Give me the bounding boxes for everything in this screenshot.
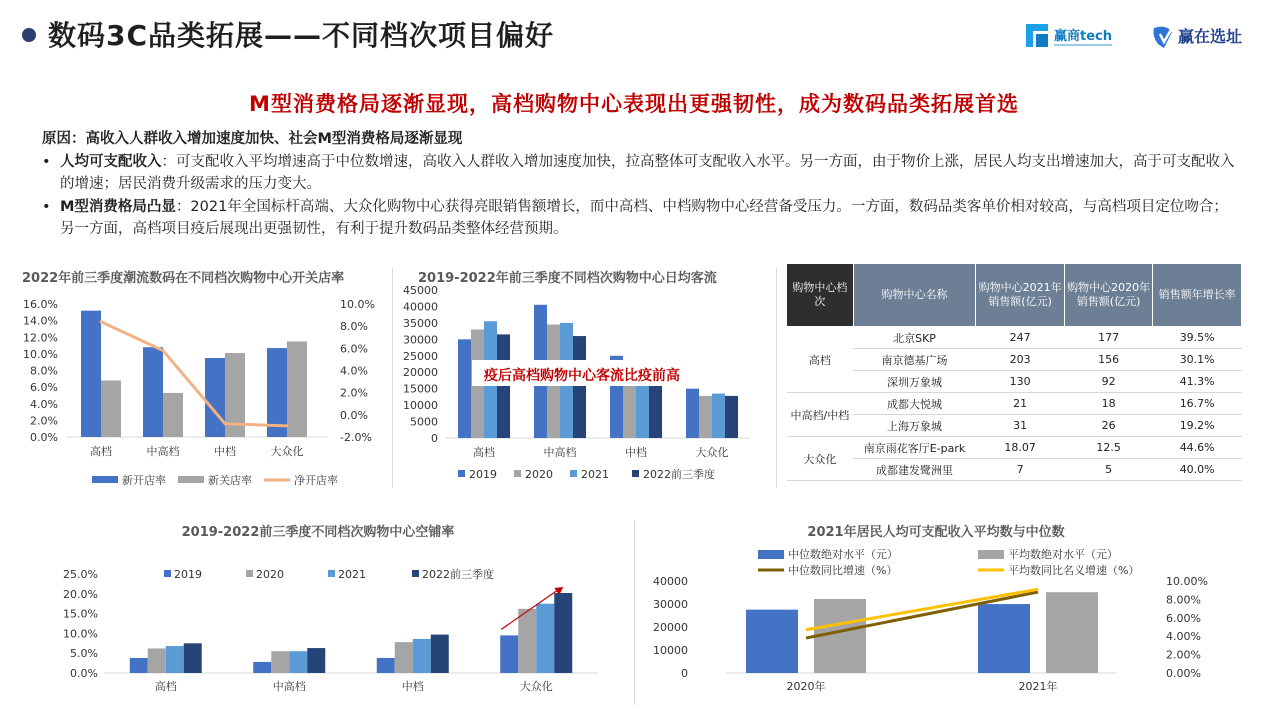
table-cell: 40.0% xyxy=(1153,459,1242,481)
chart-disposable-income xyxy=(646,518,1246,710)
chart2-bar xyxy=(623,379,636,438)
chart4-legend-label: 中位数绝对水平（元） xyxy=(788,548,898,561)
chart3-x-tick: 中高档 xyxy=(272,680,306,693)
chart1-y-tick: 8.0% xyxy=(30,364,58,378)
chart1-legend-label: 新开店率 xyxy=(122,474,166,487)
chart3-legend-swatch xyxy=(328,570,335,577)
chart1-x-tick: 中高档 xyxy=(146,445,180,458)
chart3-y-tick: 0.0% xyxy=(70,667,98,680)
table-header-2020: 购物中心2020年销售额(亿元) xyxy=(1064,264,1152,327)
chart4-y-tick: 40000 xyxy=(653,575,688,588)
chart3-x-tick: 高档 xyxy=(154,680,177,693)
chart3-bar xyxy=(271,651,289,673)
chart4-y2-tick: 8.00% xyxy=(1166,593,1201,607)
chart2-bar xyxy=(725,396,738,438)
table-cell: 12.5 xyxy=(1064,437,1152,459)
bullet-income xyxy=(42,151,1242,196)
chart1-title: 2022年前三季度潮流数码在不同档次购物中心开关店率 xyxy=(22,271,345,286)
chart3-legend-label: 2022前三季度 xyxy=(422,568,494,581)
chart2-legend-swatch xyxy=(632,470,639,477)
chart3-bar xyxy=(307,648,325,673)
chart2-legend-label: 2022前三季度 xyxy=(643,468,715,481)
chart3-bar xyxy=(377,658,395,673)
chart1-line-point xyxy=(162,349,165,352)
chart3-x-tick: 中档 xyxy=(401,680,424,693)
chart3-bar xyxy=(253,662,271,673)
chart4-y-tick: 30000 xyxy=(653,598,688,611)
chart2-x-tick: 中高档 xyxy=(543,446,577,459)
bullet-dot-icon: • xyxy=(42,153,51,170)
panel-divider xyxy=(634,520,635,705)
reason-block xyxy=(42,128,1242,241)
table-row xyxy=(787,349,1242,371)
bullet-m-shape-label: M型消费格局凸显 xyxy=(60,198,176,215)
chart1-x-tick: 大众化 xyxy=(270,445,304,458)
chart2-legend-swatch xyxy=(458,470,465,477)
table-cell-tier: 高档 xyxy=(787,327,854,393)
table-cell: 5 xyxy=(1064,459,1152,481)
chart1-legend-label: 净开店率 xyxy=(294,474,338,487)
chart4-bar xyxy=(978,604,1030,673)
table-header-tier: 购物中心档次 xyxy=(787,264,854,327)
brand2-text: 赢在选址 xyxy=(1178,27,1243,46)
chart3-bar xyxy=(431,635,449,673)
chart2-title: 2019-2022年前三季度不同档次购物中心日均客流 xyxy=(418,271,717,286)
chart4-legend-swatch xyxy=(978,550,1004,559)
table-cell: 16.7% xyxy=(1153,393,1242,415)
chart2-bar xyxy=(573,336,586,438)
table-cell: 30.1% xyxy=(1153,349,1242,371)
chart-vacancy-rate xyxy=(18,518,618,710)
chart2-y-tick: 5000 xyxy=(410,415,438,429)
chart1-y2-tick: 0.0% xyxy=(340,408,368,422)
chart3-legend-swatch xyxy=(246,570,253,577)
chart-daily-traffic xyxy=(400,262,770,494)
chart1-y2-tick: 6.0% xyxy=(340,342,368,356)
chart1-bar xyxy=(143,347,163,437)
brand-logo-yingshang xyxy=(1024,20,1144,52)
chart1-y-tick: 10.0% xyxy=(23,347,58,361)
chart1-bar xyxy=(205,358,225,437)
table-row xyxy=(787,393,1242,415)
chart2-annotation: 疫后高档购物中心客流比疫前高 xyxy=(484,368,680,384)
chart3-bar xyxy=(289,651,307,673)
chart4-legend-label: 平均数绝对水平（元） xyxy=(1008,548,1118,561)
mall-sales-table-panel xyxy=(786,263,1242,481)
table-row xyxy=(787,437,1242,459)
chart1-y-tick: 6.0% xyxy=(30,381,58,395)
chart4-y2-tick: 4.00% xyxy=(1166,630,1201,644)
table-cell: 成都大悦城 xyxy=(853,393,976,415)
bullet-dot-icon: • xyxy=(42,198,51,215)
chart1-y-tick: 12.0% xyxy=(23,331,58,345)
chart1-y2-tick: 4.0% xyxy=(340,364,368,378)
chart3-bar xyxy=(518,609,536,673)
table-cell: 177 xyxy=(1064,327,1152,349)
chart2-bar xyxy=(686,389,699,438)
table-cell: 92 xyxy=(1064,371,1152,393)
chart3-bar xyxy=(413,639,431,673)
table-cell: 深圳万象城 xyxy=(853,371,976,393)
chart4-legend-swatch xyxy=(758,550,784,559)
table-cell: 44.6% xyxy=(1153,437,1242,459)
chart1-y-tick: 0.0% xyxy=(30,431,58,444)
table-cell-tier: 中高档/中档 xyxy=(787,393,854,437)
table-cell: 19.2% xyxy=(1153,415,1242,437)
page-title: 数码3C品类拓展——不同档次项目偏好 xyxy=(48,19,555,52)
chart1-bar xyxy=(267,348,287,437)
chart4-y-tick: 10000 xyxy=(653,644,688,657)
table-row xyxy=(787,327,1242,349)
chart2-y-tick: 20000 xyxy=(403,366,438,380)
reason-title: 原因：高收入人群收入增加速度加快、社会M型消费格局逐渐显现 xyxy=(42,131,463,147)
chart2-legend-swatch xyxy=(570,470,577,477)
bullet-m-shape xyxy=(42,196,1242,241)
chart3-title: 2019-2022前三季度不同档次购物中心空铺率 xyxy=(181,525,455,540)
table-cell: 南京德基广场 xyxy=(853,349,976,371)
chart4-legend-label: 中位数同比增速（%） xyxy=(788,564,898,577)
chart-store-open-close-rate xyxy=(18,262,390,494)
chart1-line-point xyxy=(224,422,227,425)
chart2-bar xyxy=(699,396,712,438)
chart2-bar xyxy=(712,394,725,438)
chart1-y2-tick: 10.0% xyxy=(340,298,375,311)
brand-logo-yingzaixuanzhi xyxy=(1150,20,1250,52)
chart2-y-tick: 15000 xyxy=(403,382,438,396)
chart4-bar xyxy=(1046,592,1098,673)
chart2-bar xyxy=(458,339,471,438)
chart2-legend-label: 2021 xyxy=(581,468,609,481)
chart4-y2-tick: 2.00% xyxy=(1166,648,1201,662)
table-cell: 203 xyxy=(976,349,1064,371)
table-cell: 247 xyxy=(976,327,1064,349)
chart4-y2-tick: 0.00% xyxy=(1166,667,1201,680)
table-header-name: 购物中心名称 xyxy=(853,264,976,327)
chart2-bar xyxy=(497,334,510,438)
table-row xyxy=(787,459,1242,481)
chart3-legend-label: 2019 xyxy=(174,568,202,581)
table-header-row xyxy=(787,264,1242,327)
chart4-bar xyxy=(746,610,798,673)
chart1-legend-label: 新关店率 xyxy=(208,474,252,487)
table-cell: 上海万象城 xyxy=(853,415,976,437)
chart2-y-tick: 10000 xyxy=(403,399,438,413)
table-cell: 156 xyxy=(1064,349,1152,371)
bullet-income-label: 人均可支配收入 xyxy=(60,153,162,170)
table-cell-tier: 大众化 xyxy=(787,437,854,481)
panel-divider xyxy=(392,268,393,488)
chart1-line-point xyxy=(100,320,103,323)
chart2-x-tick: 大众化 xyxy=(695,446,729,459)
bullet-m-shape-text: ：2021年全国标杆高端、大众化购物中心获得亮眼销售额增长，而中高档、中档购物中心经营备受压力。一方面，数码品类客单价相对较高，与高档项目定位吻合；另一方面，高档项目疫后展现出更强韧性，有利于提升数码品类整体经营预期。 xyxy=(60,198,1228,237)
chart2-legend-label: 2020 xyxy=(525,468,553,481)
chart4-title: 2021年居民人均可支配收入平均数与中位数 xyxy=(807,525,1065,540)
chart3-y-tick: 20.0% xyxy=(63,587,98,601)
chart1-bar xyxy=(287,341,307,437)
chart2-legend-swatch xyxy=(514,470,521,477)
chart3-bar xyxy=(130,658,148,673)
chart3-bar xyxy=(166,646,184,673)
chart1-legend-swatch xyxy=(92,476,118,483)
chart2-y-tick: 30000 xyxy=(403,333,438,347)
chart1-line-point xyxy=(286,424,289,427)
mall-sales-table xyxy=(786,263,1242,481)
chart1-x-tick: 高档 xyxy=(90,445,112,458)
chart3-bar xyxy=(148,648,166,673)
title-bullet-icon xyxy=(22,28,36,42)
chart1-y-tick: 2.0% xyxy=(30,414,58,428)
chart3-y-tick: 10.0% xyxy=(63,627,98,641)
chart2-x-tick: 高档 xyxy=(473,446,495,459)
chart1-legend-swatch xyxy=(178,476,204,483)
chart1-y-tick: 14.0% xyxy=(23,314,58,328)
chart2-y-tick: 35000 xyxy=(403,316,438,330)
chart3-x-tick: 大众化 xyxy=(519,680,553,693)
chart3-y-tick: 25.0% xyxy=(63,568,98,581)
chart2-bar xyxy=(649,377,662,438)
chart2-x-tick: 中档 xyxy=(625,446,647,459)
table-row xyxy=(787,415,1242,437)
table-cell: 26 xyxy=(1064,415,1152,437)
chart2-y-tick: 25000 xyxy=(403,349,438,363)
chart3-y-tick: 15.0% xyxy=(63,607,98,621)
chart1-bar xyxy=(81,311,101,437)
bullet-income-text: ：可支配收入平均增速高于中位数增速，高收入人群收入增加速度加快，拉高整体可支配收入水平。另一方面，由于物价上涨，居民人均支出增速加大，高于可支配收入的增速；居民消费升级需求的压力变大。 xyxy=(60,153,1235,192)
chart1-bar xyxy=(101,380,121,437)
chart3-bar xyxy=(184,643,202,673)
chart2-y-tick: 45000 xyxy=(403,284,438,297)
chart2-y-tick: 0 xyxy=(431,432,438,445)
chart3-y-tick: 5.0% xyxy=(70,647,98,661)
chart1-bar xyxy=(163,393,183,437)
chart4-y2-tick: 10.00% xyxy=(1166,575,1208,588)
chart1-x-tick: 中档 xyxy=(214,445,236,458)
table-cell: 130 xyxy=(976,371,1064,393)
headline: M型消费格局逐渐显现，高档购物中心表现出更强韧性，成为数码品类拓展首选 xyxy=(249,92,1019,116)
table-cell: 41.3% xyxy=(1153,371,1242,393)
table-cell: 31 xyxy=(976,415,1064,437)
chart1-y2-tick: 2.0% xyxy=(340,386,368,400)
chart1-line-net-open xyxy=(101,322,287,426)
table-header-growth: 销售额年增长率 xyxy=(1153,264,1242,327)
chart3-bar xyxy=(554,593,572,673)
table-row xyxy=(787,371,1242,393)
chart3-legend-label: 2020 xyxy=(256,568,284,581)
table-cell: 7 xyxy=(976,459,1064,481)
chart3-bar xyxy=(395,642,413,673)
chart3-legend-swatch xyxy=(164,570,171,577)
chart1-y-tick: 4.0% xyxy=(30,397,58,411)
chart2-y-tick: 40000 xyxy=(403,300,438,314)
chart4-legend-label: 平均数同比名义增速（%） xyxy=(1008,564,1140,577)
panel-divider xyxy=(776,268,777,488)
table-cell: 39.5% xyxy=(1153,327,1242,349)
chart3-bar xyxy=(536,604,554,673)
chart4-y-tick: 0 xyxy=(681,667,688,680)
table-cell: 21 xyxy=(976,393,1064,415)
chart2-legend-label: 2019 xyxy=(469,468,497,481)
table-cell: 成都建发鹭洲里 xyxy=(853,459,976,481)
table-header-2021: 购物中心2021年销售额(亿元) xyxy=(976,264,1064,327)
chart4-x-tick: 2020年 xyxy=(786,680,826,693)
table-cell: 北京SKP xyxy=(853,327,976,349)
chart3-legend-swatch xyxy=(412,570,419,577)
table-cell: 18.07 xyxy=(976,437,1064,459)
brand1-text: 赢商tech xyxy=(1054,29,1112,44)
chart1-y2-tick: 8.0% xyxy=(340,320,368,334)
chart1-y-tick: 16.0% xyxy=(23,298,58,311)
chart3-bar xyxy=(500,635,518,673)
table-cell: 南京雨花客厅E-park xyxy=(853,437,976,459)
chart3-legend-label: 2021 xyxy=(338,568,366,581)
table-cell: 18 xyxy=(1064,393,1152,415)
chart4-x-tick: 2021年 xyxy=(1018,680,1058,693)
chart1-y2-tick: -2.0% xyxy=(340,431,372,444)
chart4-y2-tick: 6.00% xyxy=(1166,611,1201,625)
chart4-y-tick: 20000 xyxy=(653,621,688,634)
